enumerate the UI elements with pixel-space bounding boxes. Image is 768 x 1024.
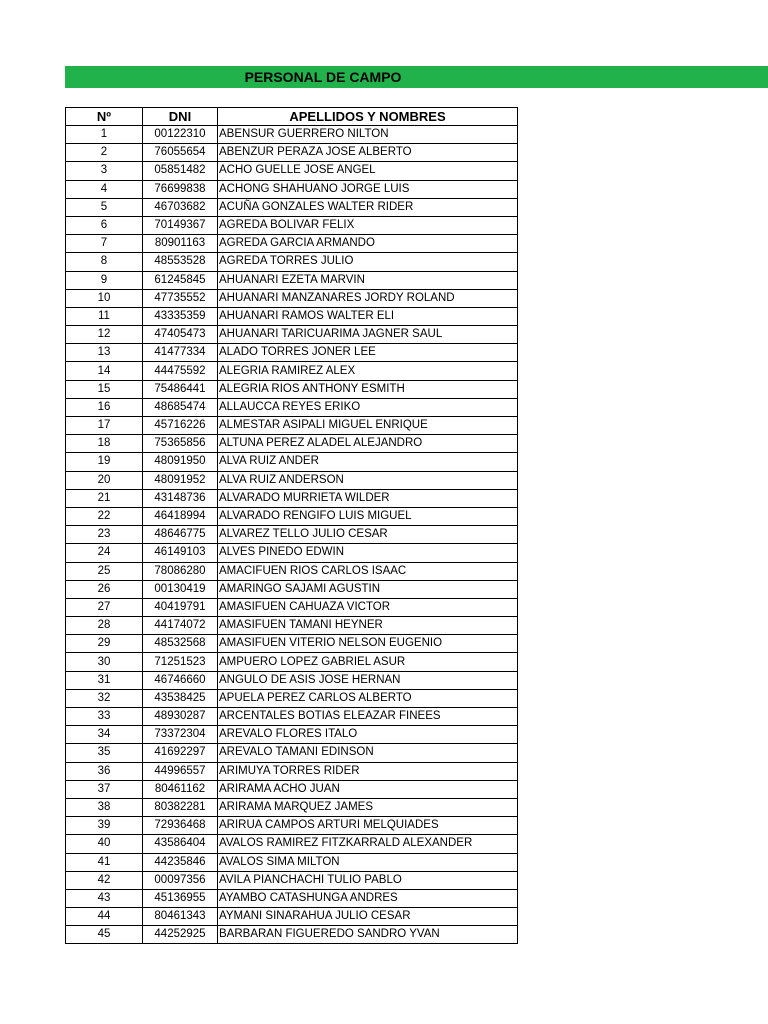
row-name-cell: ACUÑA GONZALES WALTER RIDER: [218, 198, 518, 216]
table-row: [66, 853, 518, 871]
row-name-cell: ALVA RUIZ ANDERSON: [218, 471, 518, 489]
row-number-cell: 40: [66, 835, 143, 853]
row-number-cell: 3: [66, 162, 143, 180]
table-row: [66, 889, 518, 907]
row-name-cell: ALEGRIA RAMIREZ ALEX: [218, 362, 518, 380]
table-row: [66, 471, 518, 489]
row-dni-cell: 41477334: [143, 344, 218, 362]
row-name-cell: ALVES PINEDO EDWIN: [218, 544, 518, 562]
row-name-cell: ALVARADO MURRIETA WILDER: [218, 489, 518, 507]
row-dni-cell: 44475592: [143, 362, 218, 380]
table-row: [66, 271, 518, 289]
table-row: [66, 817, 518, 835]
row-name-cell: APUELA PEREZ CARLOS ALBERTO: [218, 689, 518, 707]
table-row: [66, 835, 518, 853]
row-number-cell: 27: [66, 598, 143, 616]
row-number-cell: 13: [66, 344, 143, 362]
row-dni-cell: 73372304: [143, 726, 218, 744]
row-dni-cell: 48553528: [143, 253, 218, 271]
row-number-cell: 22: [66, 507, 143, 525]
row-name-cell: ALLAUCCA REYES ERIKO: [218, 398, 518, 416]
column-header-name: APELLIDOS Y NOMBRES: [218, 108, 518, 126]
row-name-cell: AREVALO TAMANI EDINSON: [218, 744, 518, 762]
row-dni-cell: 00122310: [143, 126, 218, 144]
row-number-cell: 19: [66, 453, 143, 471]
row-dni-cell: 48685474: [143, 398, 218, 416]
column-header-dni: DNI: [143, 108, 218, 126]
table-row: [66, 326, 518, 344]
row-number-cell: 45: [66, 926, 143, 944]
row-number-cell: 18: [66, 435, 143, 453]
row-number-cell: 31: [66, 671, 143, 689]
row-dni-cell: 46149103: [143, 544, 218, 562]
table-row: [66, 798, 518, 816]
row-number-cell: 5: [66, 198, 143, 216]
row-dni-cell: 00130419: [143, 580, 218, 598]
table-row: [66, 489, 518, 507]
row-dni-cell: 43538425: [143, 689, 218, 707]
row-number-cell: 15: [66, 380, 143, 398]
row-dni-cell: 43148736: [143, 489, 218, 507]
row-name-cell: AHUANARI TARICUARIMA JAGNER SAUL: [218, 326, 518, 344]
row-number-cell: 36: [66, 762, 143, 780]
row-number-cell: 30: [66, 653, 143, 671]
table-row: [66, 253, 518, 271]
row-number-cell: 28: [66, 617, 143, 635]
row-number-cell: 4: [66, 180, 143, 198]
row-name-cell: ARIRUA CAMPOS ARTURI MELQUIADES: [218, 817, 518, 835]
row-number-cell: 44: [66, 908, 143, 926]
row-dni-cell: 46418994: [143, 507, 218, 525]
row-name-cell: ACHO GUELLE JOSE ANGEL: [218, 162, 518, 180]
row-name-cell: ALVA RUIZ ANDER: [218, 453, 518, 471]
row-number-cell: 17: [66, 417, 143, 435]
table-row: [66, 435, 518, 453]
table-row: [66, 162, 518, 180]
table-header-row: [66, 108, 518, 126]
row-name-cell: ARIRAMA MARQUEZ JAMES: [218, 798, 518, 816]
row-number-cell: 2: [66, 144, 143, 162]
row-dni-cell: 43335359: [143, 307, 218, 325]
row-dni-cell: 48091950: [143, 453, 218, 471]
row-number-cell: 32: [66, 689, 143, 707]
row-name-cell: AMASIFUEN VITERIO NELSON EUGENIO: [218, 635, 518, 653]
row-name-cell: AGREDA GARCIA ARMANDO: [218, 235, 518, 253]
row-name-cell: AVILA PIANCHACHI TULIO PABLO: [218, 871, 518, 889]
row-dni-cell: 46703682: [143, 198, 218, 216]
row-number-cell: 29: [66, 635, 143, 653]
table-row: [66, 344, 518, 362]
row-name-cell: ARCENTALES BOTIAS ELEAZAR FINEES: [218, 708, 518, 726]
table-row: [66, 708, 518, 726]
table-row: [66, 144, 518, 162]
row-dni-cell: 44235846: [143, 853, 218, 871]
row-name-cell: AGREDA BOLIVAR FELIX: [218, 216, 518, 234]
row-name-cell: ALVAREZ TELLO JULIO CESAR: [218, 526, 518, 544]
table-row: [66, 926, 518, 944]
table-row: [66, 653, 518, 671]
row-dni-cell: 76055654: [143, 144, 218, 162]
row-name-cell: AGREDA TORRES JULIO: [218, 253, 518, 271]
row-number-cell: 21: [66, 489, 143, 507]
row-name-cell: AYMANI SINARAHUA JULIO CESAR: [218, 908, 518, 926]
row-number-cell: 33: [66, 708, 143, 726]
row-dni-cell: 45716226: [143, 417, 218, 435]
row-name-cell: ARIMUYA TORRES RIDER: [218, 762, 518, 780]
row-name-cell: ABENZUR PERAZA JOSE ALBERTO: [218, 144, 518, 162]
personnel-table: [65, 107, 518, 944]
table-row: [66, 198, 518, 216]
row-dni-cell: 46746660: [143, 671, 218, 689]
row-name-cell: AMASIFUEN CAHUAZA VICTOR: [218, 598, 518, 616]
row-number-cell: 16: [66, 398, 143, 416]
row-number-cell: 38: [66, 798, 143, 816]
row-number-cell: 12: [66, 326, 143, 344]
row-name-cell: ALEGRIA RIOS ANTHONY ESMITH: [218, 380, 518, 398]
table-row: [66, 635, 518, 653]
table-row: [66, 544, 518, 562]
table-row: [66, 398, 518, 416]
row-number-cell: 35: [66, 744, 143, 762]
table-row: [66, 908, 518, 926]
row-name-cell: AMPUERO LOPEZ GABRIEL ASUR: [218, 653, 518, 671]
row-dni-cell: 48930287: [143, 708, 218, 726]
row-dni-cell: 78086280: [143, 562, 218, 580]
row-dni-cell: 47405473: [143, 326, 218, 344]
row-dni-cell: 72936468: [143, 817, 218, 835]
row-name-cell: ABENSUR GUERRERO NILTON: [218, 126, 518, 144]
table-row: [66, 562, 518, 580]
row-dni-cell: 61245845: [143, 271, 218, 289]
row-number-cell: 7: [66, 235, 143, 253]
row-dni-cell: 80461162: [143, 780, 218, 798]
row-name-cell: BARBARAN FIGUEREDO SANDRO YVAN: [218, 926, 518, 944]
row-number-cell: 14: [66, 362, 143, 380]
row-dni-cell: 05851482: [143, 162, 218, 180]
table-row: [66, 744, 518, 762]
table-row: [66, 507, 518, 525]
row-number-cell: 43: [66, 889, 143, 907]
table-row: [66, 216, 518, 234]
row-name-cell: ALMESTAR ASIPALI MIGUEL ENRIQUE: [218, 417, 518, 435]
row-number-cell: 24: [66, 544, 143, 562]
table-row: [66, 689, 518, 707]
row-number-cell: 9: [66, 271, 143, 289]
table-row: [66, 180, 518, 198]
row-dni-cell: 47735552: [143, 289, 218, 307]
table-row: [66, 726, 518, 744]
row-number-cell: 6: [66, 216, 143, 234]
row-number-cell: 1: [66, 126, 143, 144]
row-dni-cell: 44252925: [143, 926, 218, 944]
row-number-cell: 37: [66, 780, 143, 798]
row-name-cell: AYAMBO CATASHUNGA ANDRES: [218, 889, 518, 907]
row-name-cell: ACHONG SHAHUANO JORGE LUIS: [218, 180, 518, 198]
row-name-cell: ALADO TORRES JONER LEE: [218, 344, 518, 362]
table-row: [66, 580, 518, 598]
table-row: [66, 671, 518, 689]
table-row: [66, 380, 518, 398]
row-dni-cell: 80382281: [143, 798, 218, 816]
row-dni-cell: 43586404: [143, 835, 218, 853]
page-title: PERSONAL DE CAMPO: [244, 69, 402, 85]
table-row: [66, 871, 518, 889]
row-name-cell: ARIRAMA ACHO JUAN: [218, 780, 518, 798]
row-dni-cell: 40419791: [143, 598, 218, 616]
row-number-cell: 23: [66, 526, 143, 544]
table-row: [66, 289, 518, 307]
row-number-cell: 11: [66, 307, 143, 325]
row-number-cell: 42: [66, 871, 143, 889]
row-dni-cell: 71251523: [143, 653, 218, 671]
table-row: [66, 362, 518, 380]
row-dni-cell: 76699838: [143, 180, 218, 198]
row-dni-cell: 70149367: [143, 216, 218, 234]
table-row: [66, 526, 518, 544]
row-name-cell: ALTUNA PEREZ ALADEL ALEJANDRO: [218, 435, 518, 453]
row-number-cell: 39: [66, 817, 143, 835]
row-dni-cell: 48091952: [143, 471, 218, 489]
row-name-cell: AMACIFUEN RIOS CARLOS ISAAC: [218, 562, 518, 580]
row-dni-cell: 48532568: [143, 635, 218, 653]
row-dni-cell: 44996557: [143, 762, 218, 780]
table-row: [66, 780, 518, 798]
row-number-cell: 26: [66, 580, 143, 598]
table-row: [66, 126, 518, 144]
row-number-cell: 20: [66, 471, 143, 489]
row-dni-cell: 45136955: [143, 889, 218, 907]
row-name-cell: ALVARADO RENGIFO LUIS MIGUEL: [218, 507, 518, 525]
row-dni-cell: 75365856: [143, 435, 218, 453]
row-name-cell: AVALOS SIMA MILTON: [218, 853, 518, 871]
row-name-cell: ANGULO DE ASIS JOSE HERNAN: [218, 671, 518, 689]
table-row: [66, 598, 518, 616]
column-header-number: Nº: [66, 108, 143, 126]
row-name-cell: AHUANARI RAMOS WALTER ELI: [218, 307, 518, 325]
row-name-cell: AREVALO FLORES ITALO: [218, 726, 518, 744]
row-name-cell: AMASIFUEN TAMANI HEYNER: [218, 617, 518, 635]
row-dni-cell: 80901163: [143, 235, 218, 253]
row-number-cell: 25: [66, 562, 143, 580]
row-name-cell: AHUANARI EZETA MARVIN: [218, 271, 518, 289]
table-row: [66, 307, 518, 325]
row-number-cell: 41: [66, 853, 143, 871]
row-name-cell: AMARINGO SAJAMI AGUSTIN: [218, 580, 518, 598]
row-dni-cell: 41692297: [143, 744, 218, 762]
table-row: [66, 762, 518, 780]
row-dni-cell: 00097356: [143, 871, 218, 889]
table-body: [66, 126, 518, 944]
table-row: [66, 417, 518, 435]
table-row: [66, 453, 518, 471]
row-number-cell: 8: [66, 253, 143, 271]
row-dni-cell: 80461343: [143, 908, 218, 926]
row-dni-cell: 75486441: [143, 380, 218, 398]
row-name-cell: AVALOS RAMIREZ FITZKARRALD ALEXANDER: [218, 835, 518, 853]
row-dni-cell: 44174072: [143, 617, 218, 635]
table-row: [66, 235, 518, 253]
row-number-cell: 10: [66, 289, 143, 307]
row-name-cell: AHUANARI MANZANARES JORDY ROLAND: [218, 289, 518, 307]
row-dni-cell: 48646775: [143, 526, 218, 544]
table-row: [66, 617, 518, 635]
row-number-cell: 34: [66, 726, 143, 744]
